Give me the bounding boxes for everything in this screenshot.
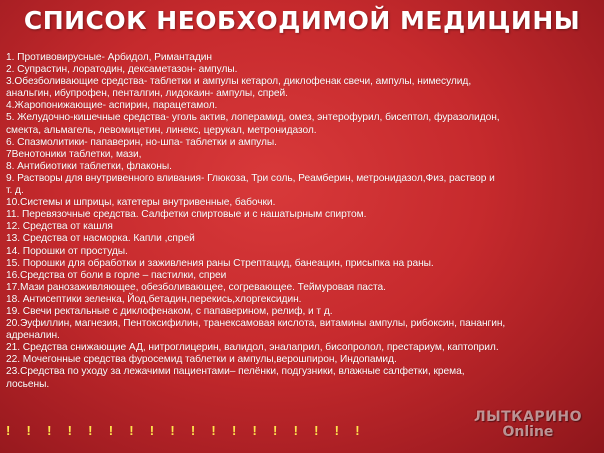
list-item: 14. Порошки от простуды. (6, 245, 128, 257)
list-item: 11. Перевязочные средства. Салфетки спиртовые и с нашатырным спиртом. (6, 209, 367, 221)
exclamation-marks: ! ! ! ! ! ! ! ! ! ! ! ! ! ! ! ! ! ! (6, 423, 366, 438)
list-item: 17.Мази ранозаживляющее, обезболивающее, согревающее. Теймуровая паста. (6, 281, 386, 293)
list-item: 5. Желудочно-кишечные средства- уголь актив, лоперамид, омез, энтерофурил, бисептол, фуразолидон, (6, 112, 500, 124)
watermark-line2: Online (502, 424, 554, 440)
list-item: 4.Жаропонижающие- аспирин, парацетамол. (6, 100, 218, 112)
list-item: адреналин. (6, 330, 60, 342)
list-item: 21. Средства снижающие АД, нитроглицерин, валидол, эналаприл, бисопролол, престариум, каптоприл. (6, 342, 499, 354)
list-item: 16.Средства от боли в горле – пастилки, спреи (6, 269, 227, 281)
list-item: 10.Системы и шприцы, катетеры внутривенные, бабочки. (6, 197, 276, 209)
list-item: т. д. (6, 185, 24, 197)
list-item: 3.Обезболивающие средства- таблетки и ампулы кетарол, диклофенак свечи, ампулы, нимесулид, (6, 76, 472, 88)
list-item: 20.Эуфиллин, магнезия, Пентоксифилин, транексамовая кислота, витамины ампулы, рибоксин, панангин, (6, 318, 506, 330)
list-item: 23.Средства по уходу за лежачими пациентами– пелёнки, подгузники, влажные салфетки, крема, (6, 366, 465, 378)
list-item: 18. Антисептики зеленка, Йод,бетадин,перекись,хлоргексидин. (6, 293, 302, 305)
list-item: 6. Спазмолитики- папаверин, но-шпа- таблетки и ампулы. (6, 136, 277, 148)
list-item: 19. Свечи ректальные с диклофенаком, с папаверином, релиф, и т д. (6, 305, 333, 317)
list-item: 1. Противовирусные- Арбидол, Римантадин (6, 52, 212, 63)
list-item: 2. Супрастин, лоратодин, дексаметазон- ампулы. (6, 64, 238, 76)
page-title: СПИСОК НЕОБХОДИМОЙ МЕДИЦИНЫ (23, 6, 581, 35)
list-item: 9. Растворы для внутривенного вливания- Глюкоза, Три соль, Реамберин, метронидазол,Физ, раствор и (6, 172, 495, 184)
list-item: анальгин, ибупрофен, пенталгин, лидокаин- ампулы, спрей. (6, 88, 288, 100)
watermark-line1: ЛЫТКАРИНО (473, 409, 582, 425)
list-item: 15. Порошки для обработки и заживления раны Стрептацид, банеацин, присыпка на раны. (6, 257, 434, 269)
list-item: 12. Средства от кашля (6, 221, 113, 233)
list-item: 22. Мочегонные средства фуросемид таблетки и ампулы,верошпирон, Индопамид. (6, 354, 397, 366)
list-item: смекта, альмагель, левомицетин, линекс, церукал, метронидазол. (6, 124, 317, 136)
list-item: 13. Средства от насморка. Капли ,спрей (6, 233, 195, 245)
medicine-list (6, 52, 602, 391)
list-item: лосьены. (6, 378, 50, 390)
list-item: 8. Антибиотики таблетки, флаконы. (6, 160, 172, 172)
watermark-logo (474, 410, 582, 440)
list-item: 7Венотоники таблетки, мази, (6, 148, 142, 160)
